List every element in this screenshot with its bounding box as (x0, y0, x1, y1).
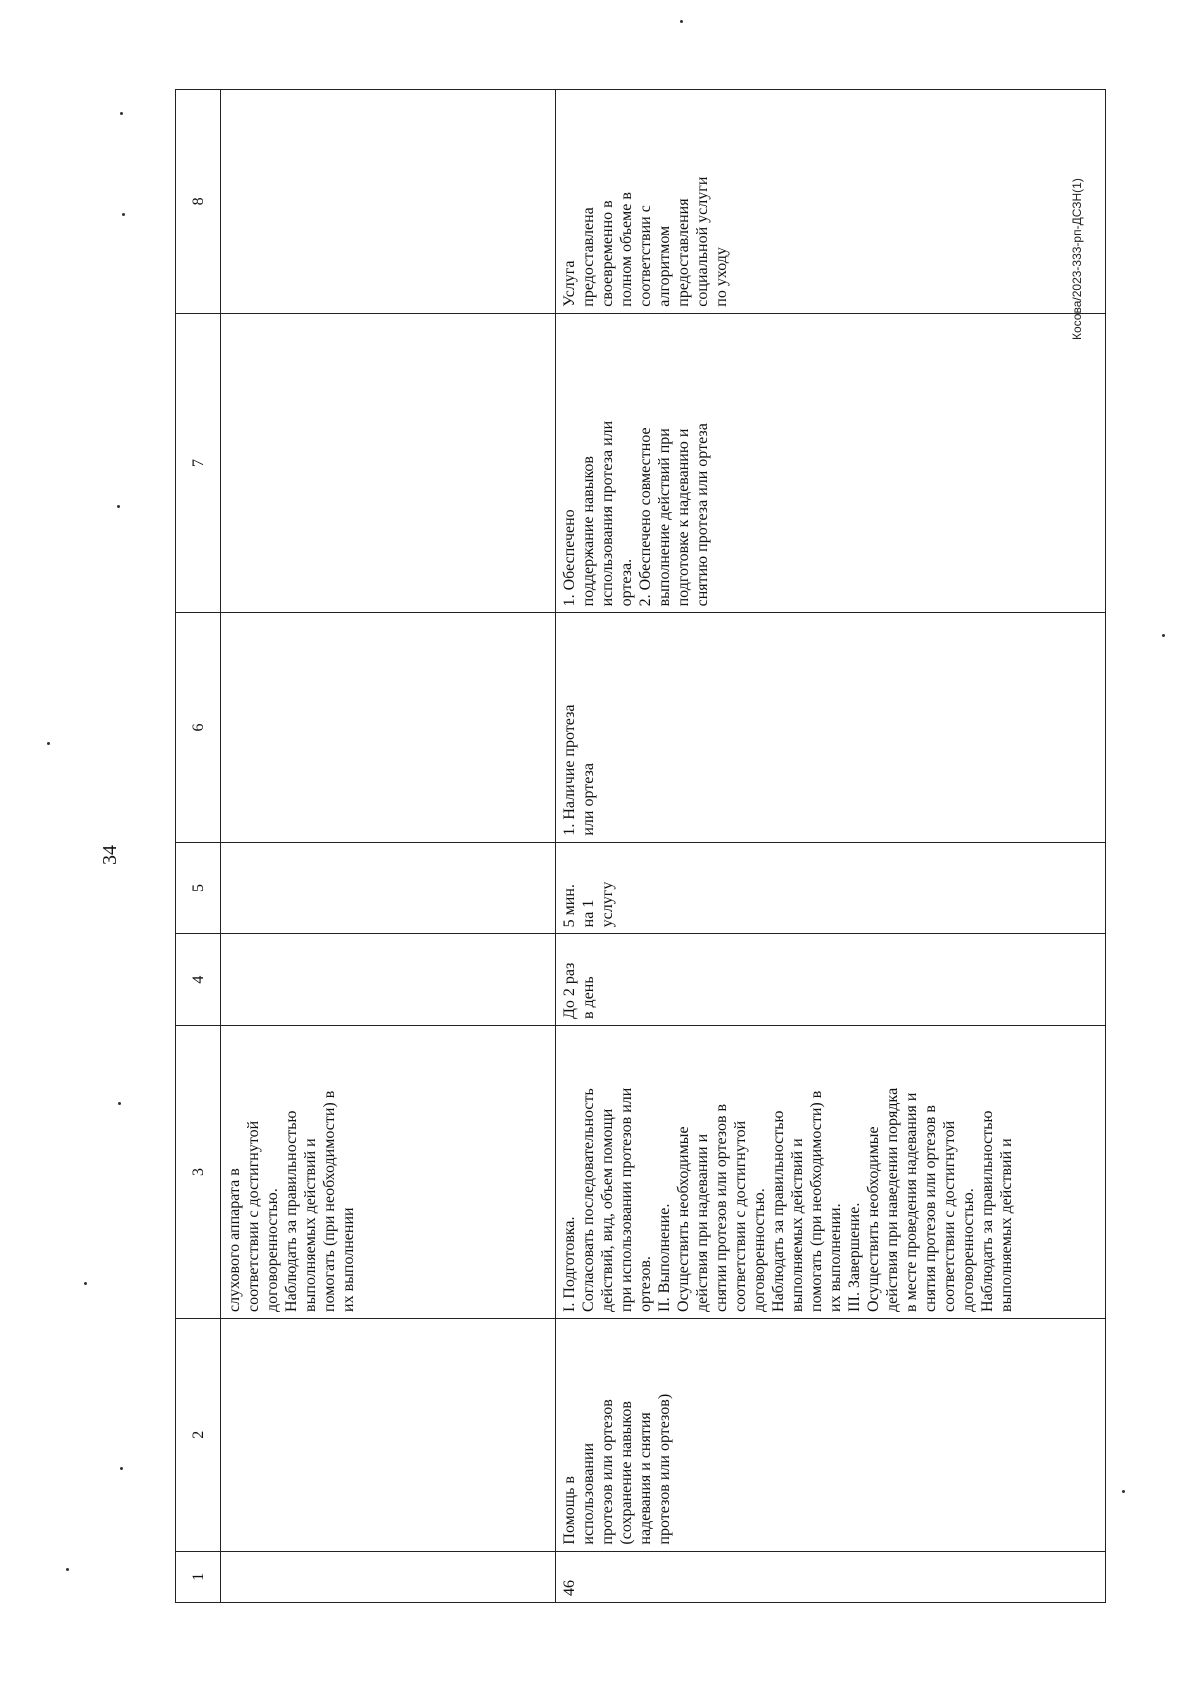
cell-number: 46 (556, 1551, 1106, 1602)
cell-service-name (221, 1318, 556, 1551)
cell-text-line: соответствии с достигнутой (732, 1120, 749, 1312)
cell-text-line: 2. Обеспечено совместное (637, 427, 654, 607)
services-table (175, 89, 1106, 1603)
cell-text-line: договоренностью. (960, 1188, 977, 1312)
header-cell: 7 (176, 313, 221, 613)
scan-speck (680, 20, 683, 23)
cell-text-line: использования протеза или (599, 420, 616, 607)
cell-text-line: выполняемых действий и (998, 1138, 1015, 1312)
cell-text-line: (сохранение навыков (618, 1401, 635, 1545)
cell-text-line: протезов или ортезов) (656, 1393, 673, 1545)
cell-text-line: подготовке к надеванию и (675, 428, 692, 607)
cell-text-line: Наблюдать за правильностью (770, 1110, 787, 1312)
scan-speck (120, 112, 123, 115)
cell-conditions (556, 613, 1106, 842)
cell-description (221, 1026, 556, 1319)
cell-text-line: предоставлена (580, 207, 597, 307)
cell-text-line: III. Завершение. (846, 1202, 863, 1312)
cell-text-line: До 2 раз (561, 962, 578, 1019)
cell-text-line: Осуществить необходимые (675, 1126, 692, 1312)
scan-speck (66, 1568, 69, 1571)
cell-text-line: Согласовать последовательность (580, 1088, 597, 1312)
services-table-wrapper (175, 89, 1105, 1603)
cell-text-line: Осуществить необходимые (865, 1126, 882, 1312)
cell-text-line: помогать (при необходимости) в (808, 1090, 825, 1312)
scan-speck (118, 1102, 121, 1105)
table-row-continuation (221, 90, 556, 1603)
table-row (556, 90, 1106, 1603)
cell-text-line: выполнение действий при (656, 428, 673, 607)
cell-text-line: 5 мин. (561, 884, 578, 928)
cell-text-line: их выполнении. (827, 1203, 844, 1312)
cell-text-line: в месте проведения надевания и (903, 1092, 920, 1312)
cell-text-line: снятию протеза или ортеза (694, 423, 711, 607)
cell-text-line: ортеза. (618, 558, 635, 607)
cell-text-line: помогать (при необходимости) в (321, 1090, 338, 1312)
scan-speck (122, 213, 125, 216)
header-cell: 1 (176, 1551, 221, 1602)
page-number: 34 (99, 845, 121, 865)
cell-text-line: I. Подготовка. (561, 1216, 578, 1312)
cell-text-line: снятии протезов или ортезов в (713, 1103, 730, 1312)
header-cell: 8 (176, 90, 221, 314)
table-header-row (176, 90, 221, 1603)
cell-text-line: протезов или ортезов (599, 1399, 616, 1545)
cell-text-line: предоставления (675, 198, 692, 307)
cell-text-line: слухового аппарата в (226, 1168, 243, 1312)
cell-text-line: Помощь в (561, 1476, 578, 1545)
cell-text-line: снятия протезов или ортезов в (922, 1105, 939, 1312)
cell-description (556, 1026, 1106, 1319)
cell-text-line: использовании (580, 1442, 597, 1545)
cell-text-line: действий, вид, объем помощи (599, 1108, 616, 1312)
cell-duration (221, 842, 556, 934)
cell-text-line: социальной услуги (694, 176, 711, 307)
cell-text-line: соответствии с достигнутой (245, 1120, 262, 1312)
scan-speck (117, 505, 120, 508)
cell-results (221, 313, 556, 613)
cell-number (221, 1551, 556, 1602)
cell-frequency (221, 934, 556, 1026)
cell-results (556, 313, 1106, 613)
scan-speck (120, 1467, 123, 1470)
cell-text-line: 1. Обеспечено (561, 509, 578, 607)
cell-assessment (221, 90, 556, 314)
cell-text-line: их выполнении (340, 1207, 357, 1312)
cell-text-line: надевания и снятия (637, 1412, 654, 1545)
header-cell: 6 (176, 613, 221, 842)
cell-text-line: соответствии с (637, 205, 654, 307)
cell-text-line: полном объеме в (618, 192, 635, 307)
cell-text-line: действия при надевании и (694, 1133, 711, 1312)
cell-text-line: на 1 (580, 899, 597, 928)
cell-text-line: договоренностью. (264, 1188, 281, 1312)
scan-speck (84, 1282, 87, 1285)
scan-speck (1122, 1490, 1125, 1493)
cell-text-line: Наблюдать за правильностью (979, 1110, 996, 1312)
cell-conditions (221, 613, 556, 842)
cell-text-line: II. Выполнение. (656, 1203, 673, 1312)
cell-text-line: 1. Наличие протеза (561, 704, 578, 836)
cell-frequency (556, 934, 1106, 1026)
cell-assessment (556, 90, 1106, 314)
scan-speck (47, 742, 50, 745)
cell-text-line: действия при наведении порядка (884, 1087, 901, 1312)
header-cell: 5 (176, 842, 221, 934)
cell-text-line: ортезов. (637, 1256, 654, 1312)
cell-text-line: по уходу (713, 247, 730, 307)
document-id: Косова/2023-333-рп-ДСЗН(1) (1070, 178, 1084, 340)
cell-text-line: поддержание навыков (580, 456, 597, 607)
header-cell: 2 (176, 1318, 221, 1551)
cell-text-line: или ортеза (580, 763, 597, 836)
cell-text-line: алгоритмом (656, 225, 673, 307)
cell-text-line: Наблюдать за правильностью (283, 1110, 300, 1312)
cell-service-name (556, 1318, 1106, 1551)
scan-speck (1162, 634, 1165, 637)
cell-text-line: выполняемых действий и (302, 1138, 319, 1312)
cell-text-line: Услуга (561, 260, 578, 307)
header-cell: 3 (176, 1026, 221, 1319)
cell-text-line: услугу (599, 881, 616, 928)
cell-text-line: договоренностью. (751, 1188, 768, 1312)
cell-text-line: своевременно в (599, 200, 616, 307)
cell-text-line: в день (580, 976, 597, 1019)
cell-text-line: соответствии с достигнутой (941, 1120, 958, 1312)
cell-text-line: выполняемых действий и (789, 1138, 806, 1312)
header-cell: 4 (176, 934, 221, 1026)
cell-text-line: при использовании протезов или (618, 1087, 635, 1312)
cell-duration (556, 842, 1106, 934)
